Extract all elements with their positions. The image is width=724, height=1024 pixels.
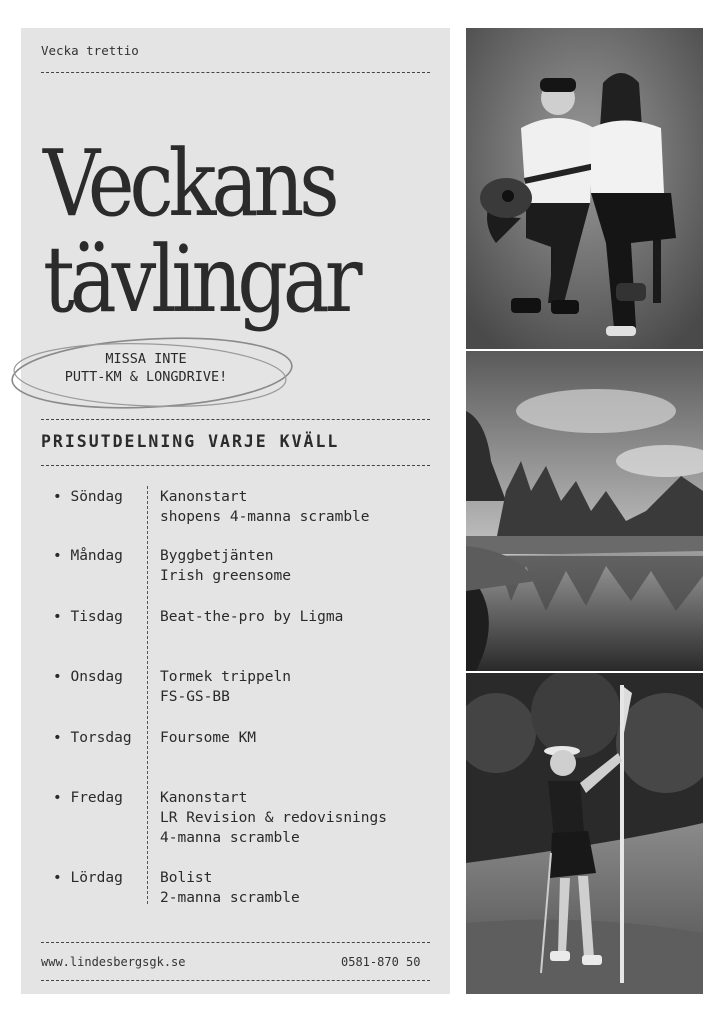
schedule-day: • Tisdag <box>53 609 123 625</box>
schedule-list <box>21 28 450 994</box>
poster-panel <box>21 28 450 994</box>
schedule-day: • Söndag <box>53 489 123 505</box>
callout-line-1: MISSA INTE <box>105 351 187 367</box>
title-line-1: Veckans <box>43 130 335 237</box>
event-line: shopens 4-manna scramble <box>160 509 370 525</box>
event-line: 2-manna scramble <box>160 890 300 906</box>
schedule-events <box>160 728 256 748</box>
schedule-divider <box>147 486 148 904</box>
schedule-day: • Fredag <box>53 790 123 806</box>
schedule-events <box>160 607 343 627</box>
schedule-day: • Onsdag <box>53 669 123 685</box>
event-line: Kanonstart <box>160 790 248 806</box>
musicians-photo <box>466 28 703 349</box>
prize-heading: PRISUTDELNING VARJE KVÄLL <box>41 432 340 451</box>
event-line: Irish greensome <box>160 568 291 584</box>
event-line: Byggbetjänten <box>160 548 274 564</box>
title-line-2: tävlingar <box>43 226 358 333</box>
event-line: Kanonstart <box>160 489 248 505</box>
event-line: Foursome KM <box>160 730 257 746</box>
schedule-day: • Måndag <box>53 548 123 564</box>
phone-number: 0581-870 50 <box>341 955 421 969</box>
event-line: 4-manna scramble <box>160 830 300 846</box>
event-line: Bolist <box>160 870 213 886</box>
week-label: Vecka trettio <box>41 43 139 58</box>
website-link[interactable]: www.lindesbergsgk.se <box>41 955 186 969</box>
schedule-events <box>160 487 370 527</box>
schedule-events <box>160 546 291 586</box>
divider <box>41 942 430 943</box>
schedule-events <box>160 868 300 908</box>
event-line: LR Revision & redovisnings <box>160 810 387 826</box>
divider <box>41 980 430 981</box>
schedule-events <box>160 788 387 848</box>
lake-landscape-photo <box>466 351 703 671</box>
schedule-day: • Lördag <box>53 870 123 886</box>
event-line: Tormek trippeln <box>160 669 291 685</box>
event-line: FS-GS-BB <box>160 689 230 705</box>
schedule-events <box>160 667 291 707</box>
schedule-day: • Torsdag <box>53 730 132 746</box>
event-line: Beat-the-pro by Ligma <box>160 609 344 625</box>
callout-line-2: PUTT-KM & LONGDRIVE! <box>64 369 228 385</box>
golfer-with-flag-photo <box>466 673 703 994</box>
